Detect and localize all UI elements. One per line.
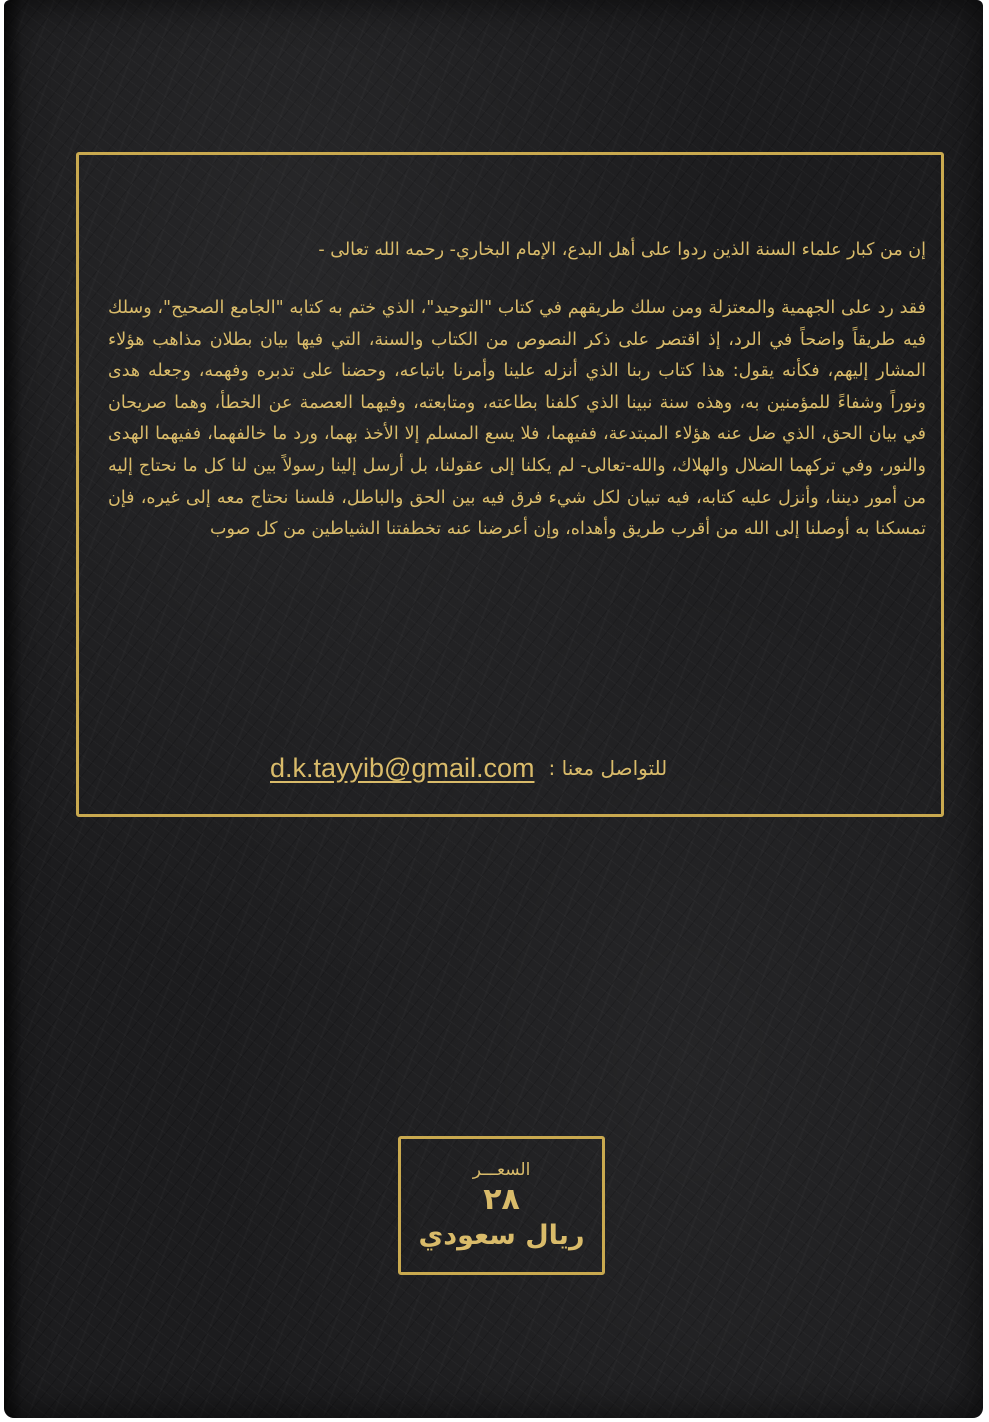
price-label: السعـــر <box>472 1159 531 1180</box>
spine-edge-shadow <box>4 0 22 1418</box>
price-box <box>398 1136 605 1275</box>
contact-row <box>270 748 880 788</box>
price-amount: ٢٨ <box>483 1181 520 1217</box>
contact-label: للتواصل معنا : <box>548 756 668 780</box>
blurb-body-text: فقد رد على الجهمية والمعتزلة ومن سلك طريقهم في كتاب "التوحيد"، الذي ختم به كتابه "الجامع الصحيح"، وسلك فيه طريقاً واضحاً في الرد، إذ اقتصر على ذكر النصوص من الكتاب والسنة، التي فيها بيان بطلان مذاهب هؤلاء المشار إليهم، فكأنه يقول: هذا كتاب ربنا الذي أنزله علينا وأمرنا باتباعه، وحضنا على تدبره وفهمه، وجعله هدى ونوراً وشفاءً للمؤمنين به، وهذه سنة نبينا الذي كلفنا بطاعته، ومتابعته، وفيهما العصمة عن الخطأ، وهما صريحان في بيان الحق، الذي ضل عنه هؤلاء المبتدعة، ففيهما، فلا يسع المسلم إلا الأخذ بهما، ورد ما خالفهما، ففيهما الهدى والنور، وفي تركهما الضلال والهلاك، والله-تعالى- لم يكلنا إلى عقولنا، بل أرسل إلينا رسولاً بين لنا كل ما نحتاج إليه من أمور ديننا، وأنزل عليه كتابه، فيه تبيان لكل شيء فرق فيه بين الحق والباطل، فلسنا نحتاج معه إلى غيره، فإن تمسكنا به أوصلنا إلى الله من أقرب طريق وأهداه، وإن أعرضنا عنه تخطفتنا الشياطين من كل صوب <box>108 298 926 540</box>
blurb-intro-line: إن من كبار علماء السنة الذين ردوا على أهل البدع، الإمام البخاري- رحمه الله تعالى - <box>318 240 926 260</box>
price-currency: ريال سعودي <box>418 1219 585 1251</box>
contact-email-link[interactable]: d.k.tayyib@gmail.com <box>270 752 535 783</box>
